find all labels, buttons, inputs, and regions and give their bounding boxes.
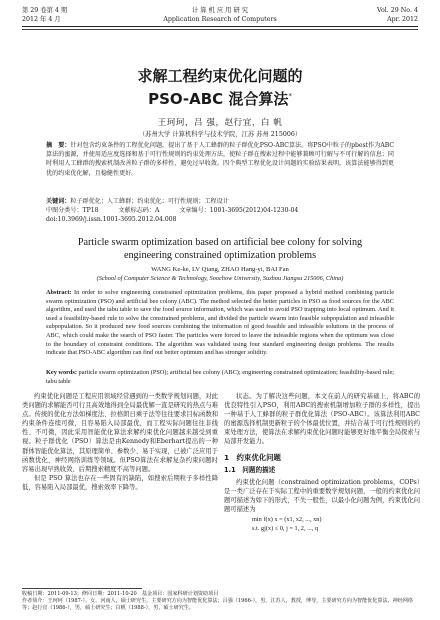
header-rule-thin (22, 29, 418, 30)
section-heading: 1 约束优化问题 (224, 452, 281, 462)
keywords-en (46, 369, 394, 386)
equation (224, 516, 420, 533)
body-paragraph: 约束优化问题是工程应用领域经常遇到的一类数学规划问题，对此类问题的求解能否可行且高效地得到全局最优解一直是研究的热点与难点。传统的优化方法如梯度法、拉格朗日乘子法等往往要求目标函数和约束条件连续可微，且容易陷入局部最优，而工程实际问题往往非线性、不可微，因此采用智能优化算法求解约束优化问题越来越受到重视。粒子群优化（PSO）算法是由Kennedy和Eberhart提出的一种群体智能优化算法，其原理简单、参数少、易于实现，已被广泛应用于函数优化、神经网络训练等领域。但PSO算法在求解复杂约束问题时容易出现早熟收敛、后期搜索精度不高等问题。 (22, 393, 218, 473)
document-code: 文献标志码：A (118, 207, 160, 214)
date-en: Apr. 2012 (387, 16, 418, 23)
equation-line: min f(x) x = (x1, x2, ..., xn) (252, 516, 322, 524)
volume-issue-cn: 第 29 卷第 4 期 (22, 7, 68, 14)
title-footnote-mark: * (288, 92, 292, 100)
running-header (22, 6, 418, 28)
title-en-line-2: engineering constrained optimization problems (123, 250, 317, 261)
equation-line: s.t. gj(x) ≤ 0, j = 1, 2, ..., q (252, 524, 319, 532)
footnotes (22, 591, 418, 613)
keywords-label-cn: 关键词： (46, 198, 71, 205)
authors-cn: 王珂珂，吕 强，赵行宜，白 帆 (157, 118, 283, 128)
body-paragraph: 状态。为了解决这些问题，本文在前人的研究基础上，将ABC的优良特性引入PSO，利用ABC的搜索机制增加粒子群的多样性，提出一种基于人工蜂群的粒子群优化算法（PSO-ABC）。该算法利用ABC的蜜源选择机制更新粒子的个体最优位置，并结合基于可行性规则的约束处理方法，使算法在求解约束优化问题时能够更好地平衡全局探索与局部开发能力。 (224, 393, 420, 446)
affiliation-cn: （苏州大学 计算机科学与技术学院，江苏 苏州 215006） (138, 131, 302, 138)
authors-en: WANG Ke-ke, LV Qiang, ZHAO Hang-yi, BAI Fan (151, 266, 289, 273)
abstract-en (46, 289, 394, 358)
body-column-right (224, 392, 420, 533)
abstract-label-cn: 摘 要： (46, 142, 71, 149)
subsection-heading: 1.1 问题的描述 (224, 465, 276, 474)
keywords-cn (46, 197, 394, 206)
footnote-dates: 收稿日期：2011-09-13；修回日期：2011-10-20 基金项目：国家科研计划资助项目 (22, 591, 219, 597)
journal-name-cn: 计 算 机 应 用 研 究 (191, 7, 249, 14)
abstract-text-en: In order to solve engineering constrained optimization problems, this paper proposed a hybrid method combining particle swarm optimization (PSO) and artificial bee colony (ABC). The method selected the better particles in PSO as food sources for the ABC algorithm, and used the tabu table to save the food source information, which was used to avoid PSO trapping into local optimum. And it used a feasibility-based rule to solve the constrained problems, and divided the particle swarm into feasible subpopulation and infeasible subpopulation. So it produced new food sources combining the information of good feasible and infeasible solutions in the process of ABC, which could make the search of PSO faster. The particles were forced to leave the infeasible regions when the optimum was close to the boundary of constraint conditions. The algorithm was validated using four standard engineering design problems. The results indicate that PSO-ABC algorithm can find out better optimum and has stronger solidity. (46, 289, 394, 357)
body-paragraph: 但是 PSO 算法也存在一些固有的缺陷，如搜索后期粒子多样性降低，容易陷入局部最优，搜索效率下降等。 (22, 474, 218, 491)
abstract-text-cn: 针对包含约束条件的工程优化问题，提出了基于人工蜂群的粒子群优化PSO-ABC算法。将PSO中粒子的pbest作为ABC算法的蜜源，并使用适应度选择和基于可行性规则的约束处理方法，使粒子群在搜索过程中能够兼顾可行解与不可行解的信息；同时利用人工蜂群的搜索机制改善粒子群的多样性，避免过早收敛。四个典型工程优化设计问题的实验结果表明，该算法能够得到更优的约束优化解，且稳健性更好。 (46, 142, 394, 177)
keywords-text-cn: 粒子群优化；人工蜂群；约束优化；可行性规则；工程设计 (70, 198, 229, 205)
classification-line (46, 206, 394, 215)
affiliation-en: (School of Computer Science & Technology, Soochow University, Suzhou Jiangsu 215006, China) (96, 275, 344, 282)
paper-title-en (30, 236, 410, 262)
keywords-label-en: Key words: (46, 369, 77, 376)
header-center (22, 6, 418, 24)
date-cn: 2012 年 4 月 (22, 16, 61, 23)
body-column-left (22, 392, 218, 492)
clc-number: 中图分类号：TP18 (46, 207, 99, 214)
body-paragraph: 约束优化问题（constrained optimization problems，COPs）是一类广泛存在于实际工程中的重要数学规划问题，一般的约束优化问题可描述为如下的形式，不失一般性，以最小化问题为例，约束优化问题可描述为 (224, 478, 420, 514)
paper-title-cn (0, 66, 440, 109)
header-right (377, 6, 418, 24)
title-line-2: PSO-ABC 混合算法* (148, 90, 292, 108)
title-line-1: 求解工程约束优化问题的 (137, 67, 303, 85)
volume-issue-en: Vol. 29 No. 4 (377, 7, 418, 14)
footnote-author-bio: 作者简介：王珂珂（1987-），女，河南人，硕士研究生，主要研究方向为智能优化算法；吕强（1966-），男，江苏人，教授，博导，主要研究方向为智能优化算法、神经网络等；赵行宜（1986-），男，硕士研究生；白帆（1988-），男，硕士研究生。 (22, 598, 414, 612)
article-number: 文章编号：1001-3695(2012)04-1230-04 (179, 207, 299, 214)
footnote-rule (22, 588, 142, 589)
journal-name-en: Application Research of Computers (163, 16, 277, 23)
header-rule (22, 26, 418, 27)
abstract-cn (46, 141, 394, 178)
keywords-text-en: particle swarm optimization (PSO); artificial bee colony (ABC); engineering constrained optimization; feasibility-based rule; tabu table (46, 369, 394, 385)
title-en-line-1: Particle swarm optimization based on artificial bee colony for solving (77, 237, 363, 248)
doi: doi:10.3969/j.issn.1001-3695.2012.04.008 (46, 216, 177, 223)
abstract-label-en: Abstract: (46, 289, 72, 296)
